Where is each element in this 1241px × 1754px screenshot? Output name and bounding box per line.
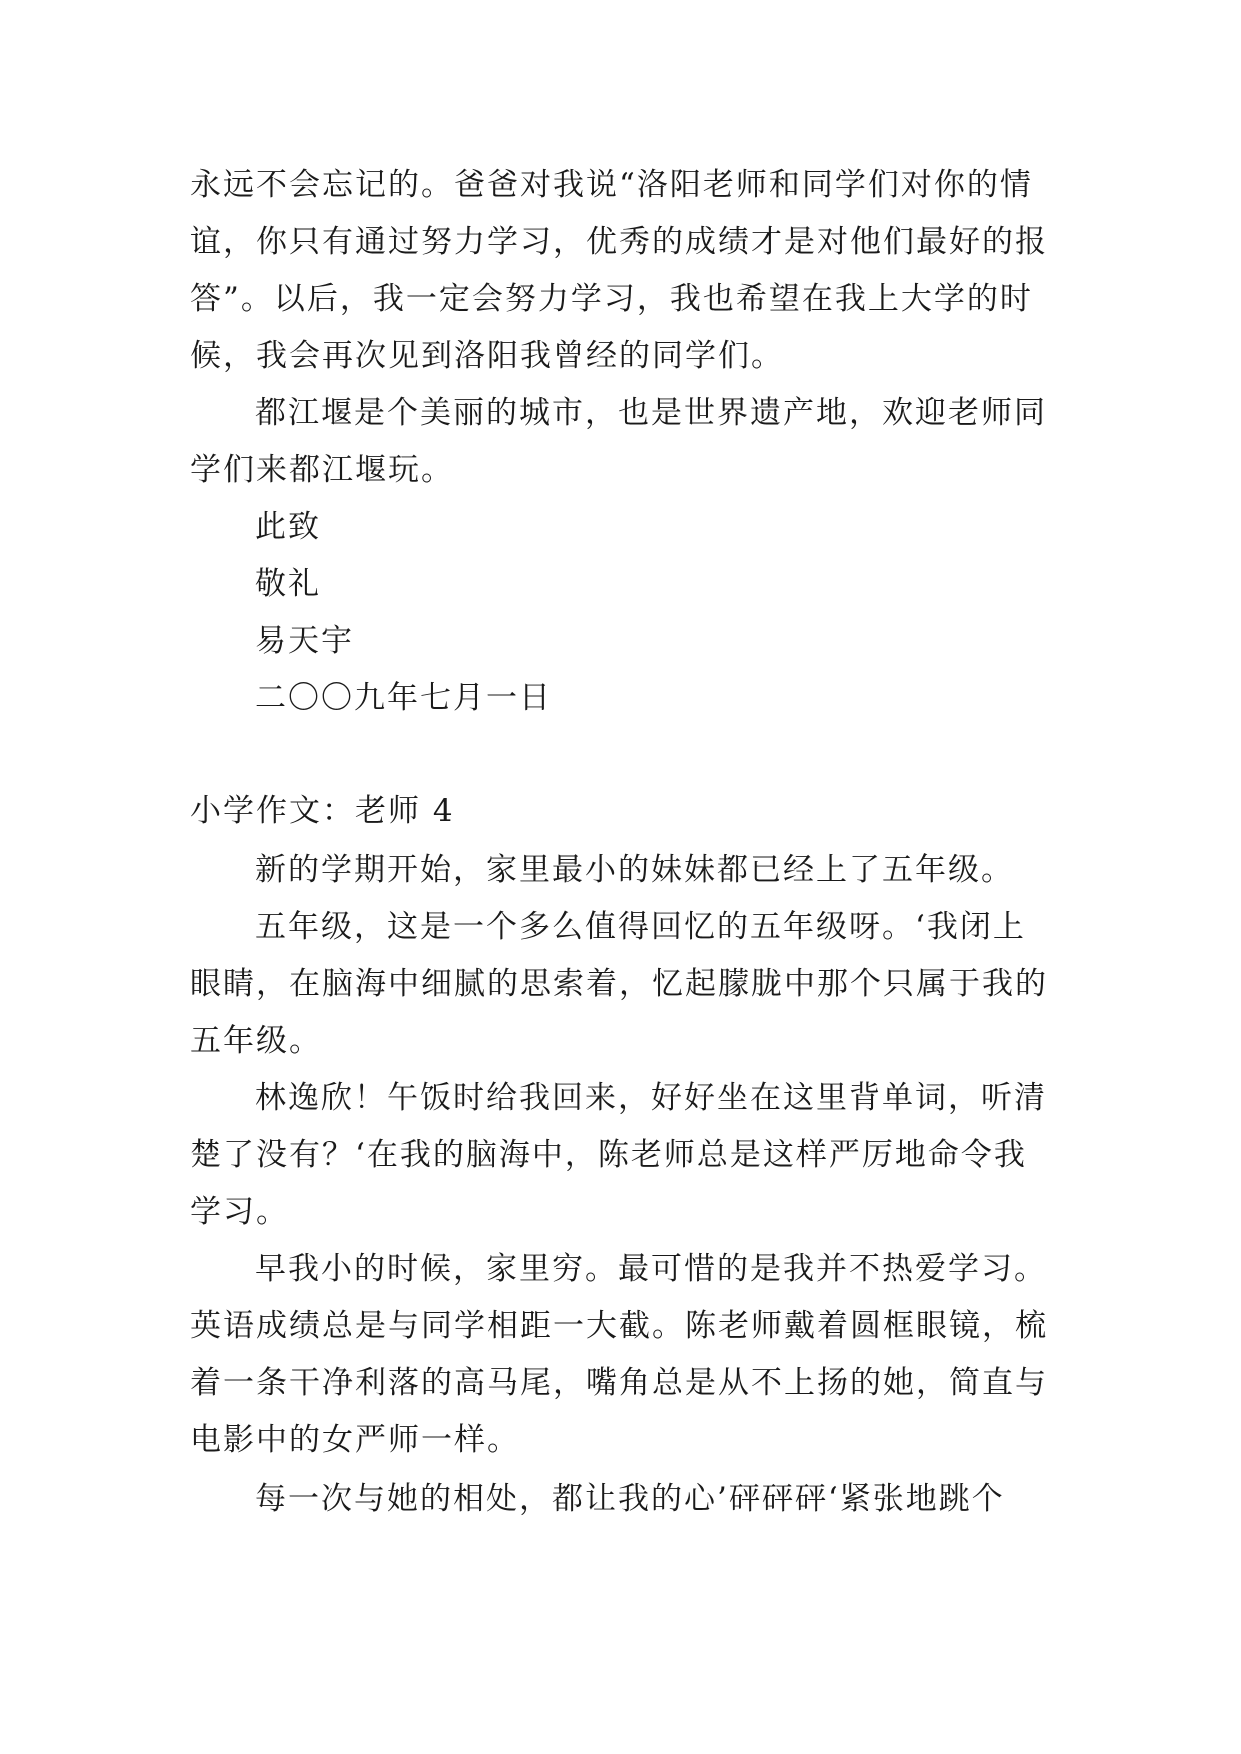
- text-line: 学习。: [190, 1194, 289, 1230]
- text-line: 五年级，这是一个多么值得回忆的五年级呀。‘我闭上: [255, 909, 1026, 945]
- text-line: 答”。以后，我一定会努力学习，我也希望在我上大学的时: [190, 281, 1033, 317]
- text-line: 眼睛，在脑海中细腻的思索着，忆起朦胧中那个只属于我的: [190, 966, 1048, 1002]
- closing-regards: 敬礼: [255, 566, 321, 602]
- text-line: 候，我会再次见到洛阳我曾经的同学们。: [190, 338, 784, 374]
- text-line: 英语成绩总是与同学相距一大截。陈老师戴着圆框眼镜，梳: [190, 1308, 1048, 1344]
- text-line: 都江堰是个美丽的城市，也是世界遗产地，欢迎老师同: [255, 395, 1047, 431]
- text-line: 早我小的时候，家里穷。最可惜的是我并不热爱学习。: [255, 1251, 1047, 1287]
- text-line: 林逸欣！午饭时给我回来，好好坐在这里背单词，听清: [255, 1080, 1047, 1116]
- signature-name: 易天宇: [255, 623, 354, 659]
- text-line: 着一条干净利落的高马尾，嘴角总是从不上扬的她，简直与: [190, 1365, 1048, 1401]
- text-line: 每一次与她的相处，都让我的心’砰砰砰‘紧张地跳个: [255, 1481, 1005, 1517]
- text-line: 电影中的女严师一样。: [190, 1422, 520, 1458]
- letter-date: 二〇〇九年七月一日: [255, 680, 552, 716]
- text-line: 学们来都江堰玩。: [190, 452, 454, 488]
- essay-title: 小学作文：老师 4: [190, 793, 455, 829]
- text-line: 五年级。: [190, 1023, 322, 1059]
- text-line: 新的学期开始，家里最小的妹妹都已经上了五年级。: [255, 852, 1014, 888]
- text-line: 楚了没有？‘在我的脑海中，陈老师总是这样严厉地命令我: [190, 1137, 1027, 1173]
- text-line: 谊，你只有通过努力学习，优秀的成绩才是对他们最好的报: [190, 224, 1048, 260]
- closing-salutation: 此致: [255, 509, 321, 545]
- text-line: 永远不会忘记的。爸爸对我说“洛阳老师和同学们对你的情: [190, 167, 1033, 203]
